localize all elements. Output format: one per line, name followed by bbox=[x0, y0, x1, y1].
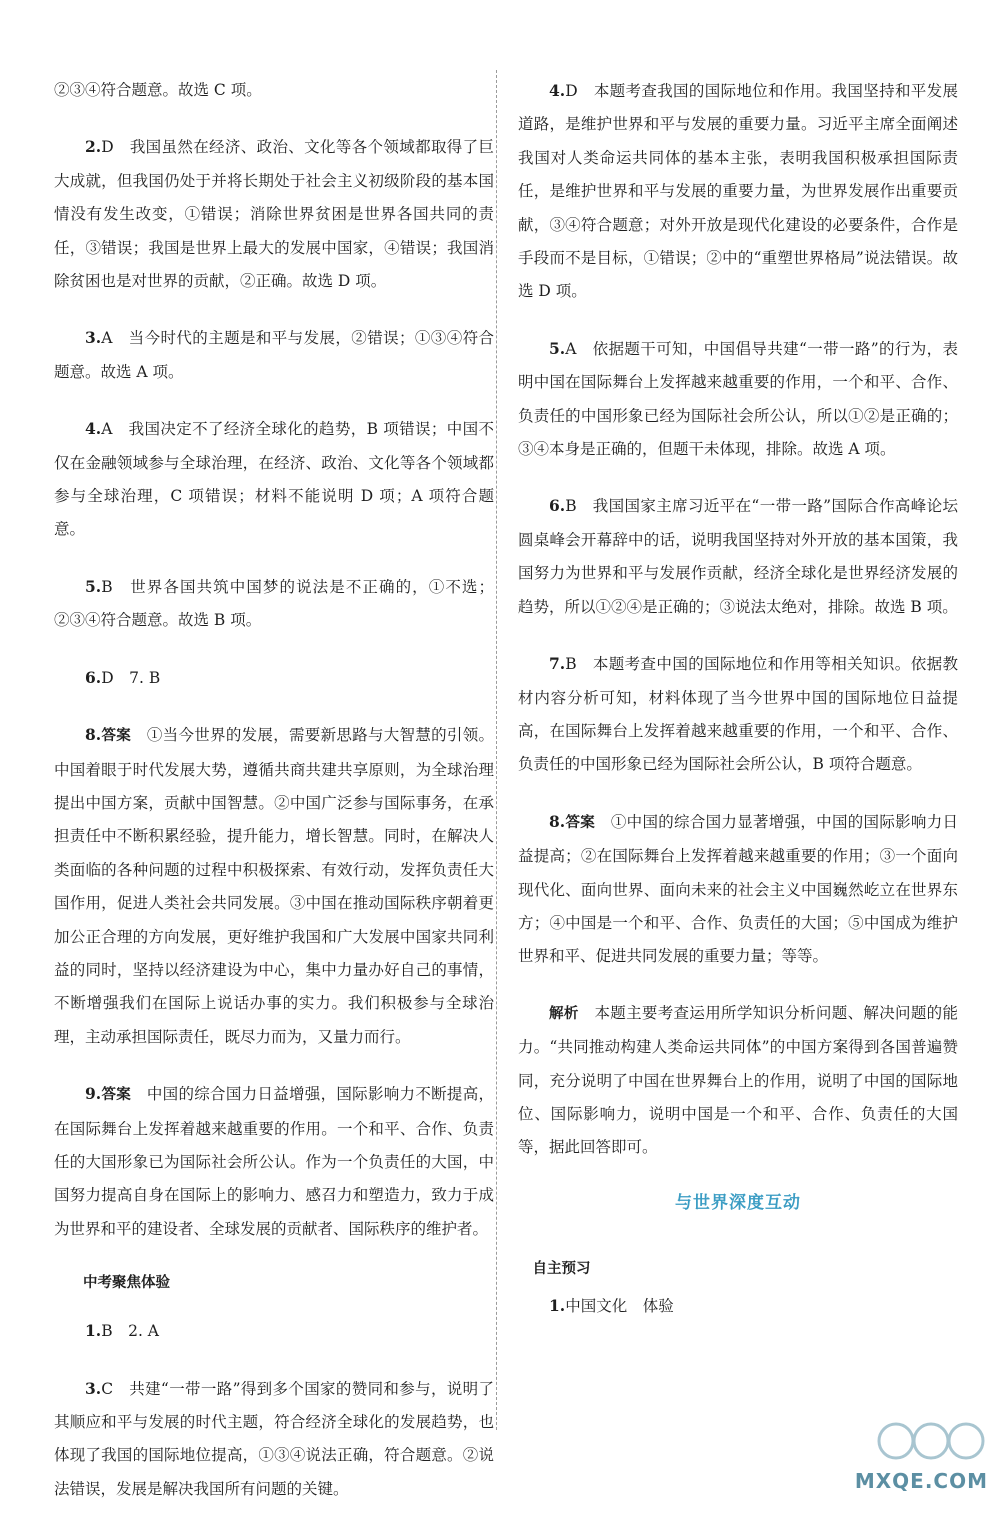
answer-item bbox=[54, 570, 494, 638]
watermark-text: MXQE.COM bbox=[854, 1469, 988, 1493]
answer-text: ②③④符合题意。故选 C 项。 bbox=[54, 81, 262, 99]
answer-text: B 本题考查中国的国际地位和作用等相关知识。依据教材内容分析可知，材料体现了当今世界中国的国际地位日益提高，在国际舞台上发挥着越来越重要的作用，一个和平、合作、负责任的中国形象已经为国际社会所公认，B 项符合题意。 bbox=[518, 655, 958, 774]
answer-item bbox=[54, 1372, 494, 1507]
answer-number: 5. bbox=[549, 338, 566, 358]
answer-text: 本题主要考查运用所学知识分析问题、解决问题的能力。“共同推动构建人类命运共同体”的中国方案得到各国普遍赞同，充分说明了中国在世界舞台上的作用，说明了中国的国际地位、国际影响力，说明中国是一个和平、合作、负责任的大国等，据此回答即可。 bbox=[518, 1003, 958, 1157]
answer-number: 6. bbox=[549, 496, 566, 516]
left-answers bbox=[54, 74, 494, 1246]
answer-number: 7. bbox=[549, 654, 566, 674]
answer-number: 4. bbox=[549, 81, 566, 100]
answer-text: D 我国虽然在经济、政治、文化等各个领域都取得了巨大成就，但我国仍处于并将长期处于社会主义初级阶段的基本国情没有发生改变，①错误；消除世界贫困是世界各国共同的责任，③错误；我国是世界上最大的发展中国家，④错误；我国消除贫困也是对世界的贡献，②正确。故选 D 项。 bbox=[54, 138, 494, 291]
answer-number: 8. bbox=[85, 725, 102, 745]
answer-number: 4. bbox=[85, 419, 102, 439]
answer-text: B 我国国家主席习近平在“一带一路”国际合作高峰论坛圆桌峰会开幕辞中的话，说明我国坚持对外开放的基本国策，我国努力为世界和平与发展作贡献，经济全球化是世界经济发展的趋势，所以①②④是正确的；③说法太绝对，排除。故选 B 项。 bbox=[518, 497, 958, 616]
answer-text: ①中国的综合国力显著增强，中国的国际影响力日益提高；②在国际舞台上发挥着越来越重要的作用；③一个面向现代化、面向世界、面向未来的社会主义中国巍然屹立在世界东方；④中国是一个和平、合作、负责任的大国；⑤中国成为维护世界和平、促进共同发展的重要力量；等等。 bbox=[518, 812, 959, 966]
answer-item bbox=[54, 718, 494, 1054]
answer-text: A 依据题干可知，中国倡导共建“一带一路”的行为，表明中国在国际舞台上发挥越来越重要的作用，一个和平、合作、负责任的中国形象已经为国际社会所公认，所以①②是正确的；③④本身是正确的，但题干未体现，排除。故选 A 项。 bbox=[518, 339, 958, 459]
answer-text: 中国文化 体验 bbox=[565, 1296, 674, 1315]
answer-item bbox=[54, 412, 494, 547]
answer-label: 答案 bbox=[101, 728, 132, 745]
answer-number: 3. bbox=[85, 328, 102, 348]
answer-text: D 本题考查我国的国际地位和作用。我国坚持和平发展道路，是维护世界和平与发展的重要力量。习近平主席全面阐述我国对人类命运共同体的基本主张，表明我国积极承担国际责任，是维护世界和平与发展的重要力量，为世界发展作出重要贡献，③④符合题意；对外开放是现代化建设的必要条件，合作是手段而不是目标，①错误；②中的“重塑世界格局”说法错误。故选 D 项。 bbox=[518, 82, 958, 301]
answer-item bbox=[518, 74, 958, 309]
answer-item bbox=[518, 997, 958, 1165]
answer-text: D 7. B bbox=[101, 668, 161, 687]
answer-item bbox=[518, 805, 958, 974]
left-column bbox=[54, 74, 494, 1529]
answer-number: 6. bbox=[85, 667, 102, 687]
answer-item bbox=[54, 1314, 494, 1348]
answer-text: B 2. A bbox=[101, 1322, 159, 1341]
answer-number: 3. bbox=[85, 1378, 102, 1398]
answer-label: 答案 bbox=[565, 814, 596, 831]
right-column bbox=[518, 74, 958, 1346]
left-exam-answers bbox=[54, 1314, 494, 1506]
watermark-logo-icon bbox=[876, 1413, 986, 1469]
answer-item bbox=[54, 1077, 494, 1246]
section-subhead-preview: 自主预习 bbox=[532, 1260, 591, 1277]
answer-label: 答案 bbox=[101, 1087, 132, 1104]
answer-item bbox=[54, 130, 494, 298]
answer-text: ①当今世界的发展，需要新思路与大智慧的引领。中国着眼于时代发展大势，遵循共商共建共享原则，为全球治理提出中国方案，贡献中国智慧。②中国广泛参与国际事务，在承担责任中不断积累经验，提升能力，增长智慧。同时，在解决人类面临的各种问题的过程中积极探索、有效行动，发挥负责任大国作用，促进人类社会共同发展。③中国在推动国际秩序朝着更加公正合理的方向发展，更好维护我国和广大发展中国家共同利益的同时，坚持以经济建设为中心，集中力量办好自己的事情，不断增强我们在国际上说话办事的实力。我们积极参与全球治理，主动承担国际责任，既尽力而为，又量力而行。 bbox=[54, 726, 495, 1046]
answer-number: 2. bbox=[85, 137, 102, 157]
answer-item bbox=[518, 332, 958, 467]
answer-item bbox=[54, 661, 494, 695]
answer-text: B 世界各国共筑中国梦的说法是不正确的，①不选；②③④符合题意。故选 B 项。 bbox=[54, 577, 494, 630]
answer-item bbox=[518, 647, 958, 782]
answer-item bbox=[518, 489, 958, 624]
answer-text: C 共建“一带一路”得到多个国家的赞同和参与，说明了其顺应和平与发展的时代主题，符合经济全球化的发展趋势，也体现了我国的国际地位提高，①③④说法正确，符合题意。②说法错误，发展是解决我国所有问题的关键。 bbox=[54, 1379, 494, 1498]
answer-item bbox=[54, 74, 494, 107]
answer-text: A 当今时代的主题是和平与发展，②错误；①③④符合题意。故选 A 项。 bbox=[54, 329, 494, 381]
answer-item bbox=[518, 1289, 958, 1323]
answer-number: 1. bbox=[85, 1321, 102, 1341]
answer-number: 1. bbox=[549, 1295, 566, 1315]
answer-text: 中国的综合国力日益增强，国际影响力不断提高，在国际舞台上发挥着越来越重要的作用。一个和平、合作、负责任的大国形象已为国际社会所公认。作为一个负责任的大国，中国努力提高自身在国际上的影响力、感召力和塑造力，致力于成为世界和平的建设者、全球发展的贡献者、国际秩序的维护者。 bbox=[54, 1085, 495, 1238]
answer-label: 解析 bbox=[549, 1005, 579, 1022]
answer-number: 9. bbox=[85, 1084, 102, 1104]
answer-item bbox=[54, 321, 494, 389]
answer-text: A 我国决定不了经济全球化的趋势，B 项错误；中国不仅在金融领域参与全球治理，在经济、政治、文化等各个领域都参与全球治理，C 项错误；材料不能说明 D 项；A 项符合题意。 bbox=[54, 420, 494, 539]
section-title: 与世界深度互动 bbox=[675, 1192, 801, 1213]
column-divider bbox=[496, 70, 497, 1430]
section-subhead-exam: 中考聚焦体验 bbox=[83, 1275, 170, 1292]
right-answers bbox=[518, 74, 958, 1165]
answer-number: 8. bbox=[549, 811, 566, 831]
answer-number: 5. bbox=[85, 576, 102, 596]
